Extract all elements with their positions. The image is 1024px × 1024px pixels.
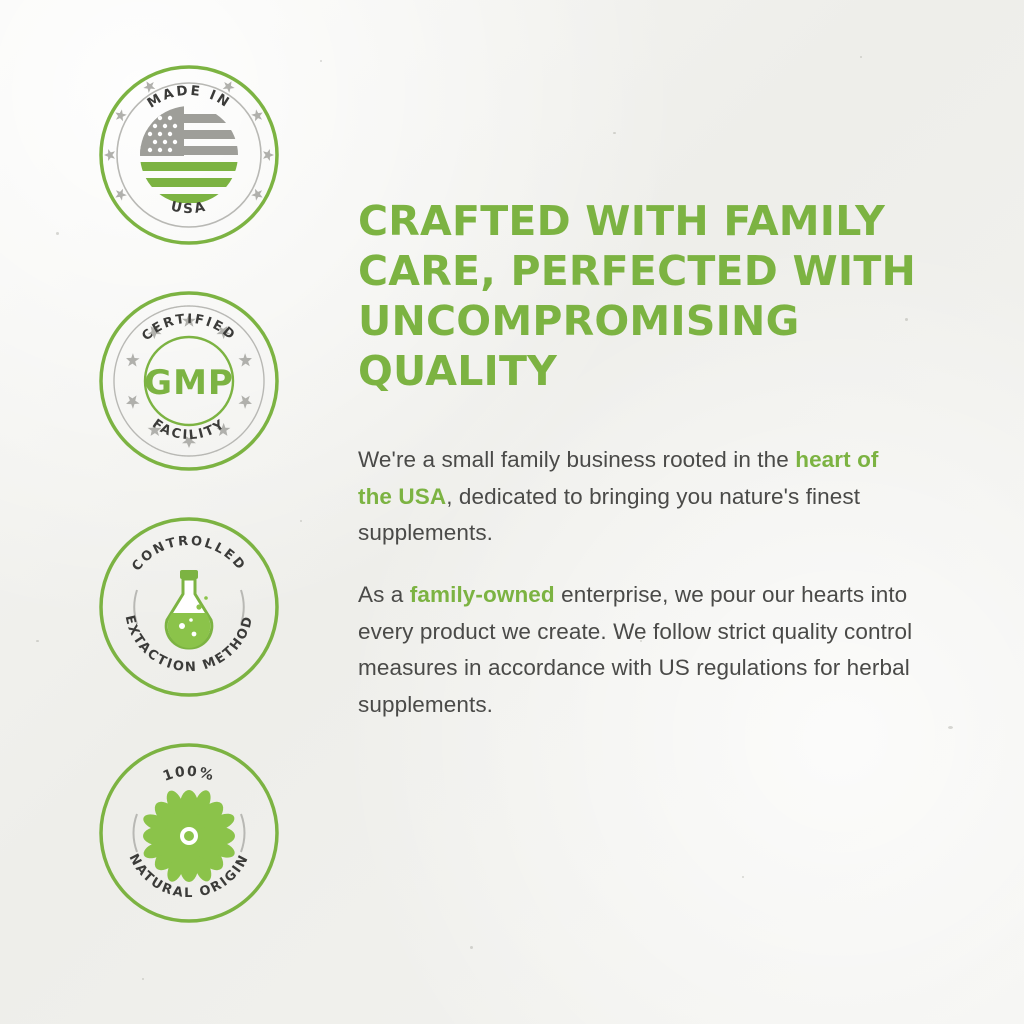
usa-flag-circle	[140, 106, 238, 203]
paragraph-1	[358, 442, 918, 551]
badge-center-label: GMP	[144, 363, 234, 403]
badge-bottom-label: USA	[169, 198, 209, 218]
badge-top-label: MADE IN	[144, 82, 234, 112]
paper-speck	[300, 520, 302, 522]
badge-controlled-extraction-method	[96, 514, 282, 700]
svg-text:CERTIFIED	[139, 312, 239, 344]
content-column	[358, 196, 918, 749]
paragraph-1-part-1: We're a small family business rooted in the	[358, 447, 796, 473]
badge-natural-origin	[96, 740, 282, 926]
paragraph-1-part-2: , dedicated to bringing you nature's finest supplements.	[358, 483, 861, 545]
paper-speck	[36, 640, 39, 642]
paper-speck	[320, 60, 322, 62]
paper-speck	[613, 132, 616, 134]
badge-bottom-label: NATURAL ORIGIN	[125, 851, 253, 902]
paper-speck	[860, 56, 862, 58]
paper-speck	[948, 726, 953, 729]
trust-badges	[96, 62, 296, 926]
leaf-rosette-icon	[141, 788, 237, 884]
paper-speck	[142, 978, 144, 980]
paragraph-1-highlight: heart of the USA	[358, 447, 879, 509]
paragraph-2-part-2: enterprise, we pour our hearts into every product we create. We follow strict quality control measures in accordance with US regulations for herbal supplements.	[358, 582, 913, 717]
badge-bottom-label: FACILITY	[149, 416, 229, 444]
paper-speck	[56, 232, 59, 235]
page-title: CRAFTED WITH FAMILY CARE, PERFECTED WITH UNCOMPROMISING QUALITY	[358, 197, 917, 396]
svg-text:CONTROLLED	[129, 534, 248, 574]
badge-top-label: CERTIFIED	[139, 311, 239, 345]
svg-text:FACILITY	[149, 417, 228, 444]
badge-gmp-certified-facility	[96, 288, 282, 474]
flask-icon	[166, 570, 212, 648]
svg-text:MADE IN	[144, 83, 233, 112]
badge-bottom-label: EXTACTION METHOD	[121, 613, 257, 676]
paper-speck	[742, 876, 744, 878]
badge-made-in-usa	[96, 62, 282, 248]
badge-top-label: CONTROLLED	[129, 533, 249, 575]
badge-top-label: 100%	[160, 763, 217, 785]
paragraph-2-highlight: family-owned	[409, 582, 555, 608]
svg-text:USA	[169, 198, 209, 217]
paper-speck	[470, 946, 473, 949]
paragraph-2-part-1: As a	[358, 582, 410, 608]
svg-text:100%	[161, 764, 217, 785]
paragraph-2	[358, 577, 918, 723]
